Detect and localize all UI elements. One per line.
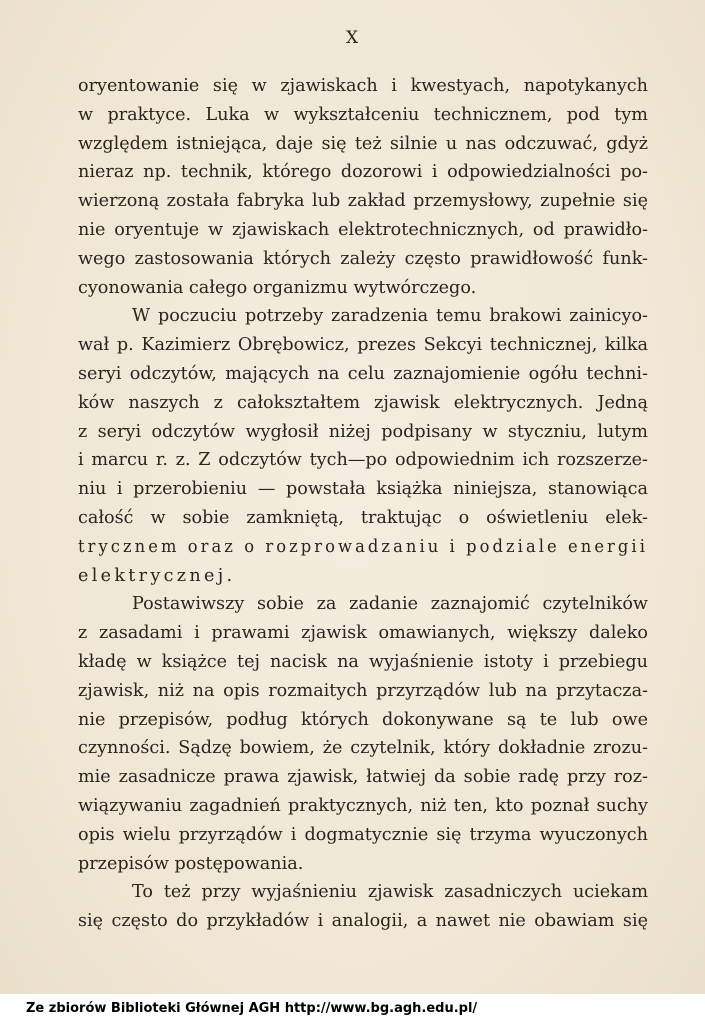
text-line: niu i przerobieniu — powstała książka niniejsza, stanowiąca [78, 479, 648, 500]
text-line: ków naszych z całokształtem zjawisk elektrycznych. Jedną [78, 392, 648, 413]
text-line: nieraz np. technik, którego dozorowi i odpowiedzialności po- [78, 162, 648, 183]
text-line: się często do przykładów i analogii, a nawet nie obawiam się [78, 911, 648, 932]
text-line: cyonowania całego organizmu wytwórczego. [78, 277, 477, 298]
text-line: trycznem oraz o rozprowadzaniu i podziale energii [78, 536, 649, 557]
text-line: z zasadami i prawami zjawisk omawianych, większy daleko [78, 623, 648, 644]
body-text [78, 72, 648, 936]
text-line: mie zasadnicze prawa zjawisk, łatwiej da sobie radę przy roz- [78, 767, 648, 788]
text-line: To też przy wyjaśnieniu zjawisk zasadniczych uciekam [132, 882, 648, 903]
text-line: nie oryentuje w zjawiskach elektrotechnicznych, od prawidło- [78, 219, 648, 240]
text-line: zjawisk, niż na opis rozmaitych przyrządów lub na przytacza- [78, 680, 648, 701]
page-number: X [345, 28, 360, 48]
text-line: nie przepisów, podług których dokonywane są te lub owe [78, 709, 648, 730]
text-line: opis wielu przyrządów i dogmatycznie się trzyma wyuczonych [78, 824, 648, 845]
text-line: wego zastosowania których zależy często prawidłowość funk- [78, 248, 648, 269]
text-line: seryi odczytów, mających na celu zaznajomienie ogółu techni- [78, 363, 648, 384]
text-line: w praktyce. Luka w wykształceniu technicznem, pod tym [78, 104, 648, 125]
text-line: kładę w książce tej nacisk na wyjaśnienie istoty i przebiegu [78, 651, 648, 672]
text-line: całość w sobie zamkniętą, traktując o oświetleniu elek- [78, 507, 648, 528]
text-line: wierzoną została fabryka lub zakład przemysłowy, zupełnie się [78, 191, 648, 212]
text-line: czynności. Sądzę bowiem, że czytelnik, który dokładnie zrozu- [78, 738, 648, 759]
text-line: względem istniejąca, daje się też silnie u nas odczuwać, gdyż [78, 133, 648, 154]
text-line: wiązywaniu zagadnień praktycznych, niż ten, kto poznał suchy [78, 795, 648, 816]
library-footer: Ze zbiorów Biblioteki Głównej AGH http://www.bg.agh.edu.pl/ [0, 994, 705, 1024]
text-line: wał p. Kazimierz Obrębowicz, prezes Sekcyi technicznej, kilka [78, 335, 648, 356]
text-line: z seryi odczytów wygłosił niżej podpisany w styczniu, lutym [78, 421, 648, 442]
text-line: elektrycznej. [78, 565, 236, 586]
text-line: przepisów postępowania. [78, 853, 304, 874]
text-line: oryentowanie się w zjawiskach i kwestyach, napotykanych [78, 76, 648, 96]
text-line: W poczuciu potrzeby zaradzenia temu brakowi zainicyo- [132, 306, 648, 327]
text-line: i marcu r. z. Z odczytów tych—po odpowiednim ich rozszerze- [78, 450, 648, 471]
text-line: Postawiwszy sobie za zadanie zaznajomić czytelników [132, 594, 648, 615]
